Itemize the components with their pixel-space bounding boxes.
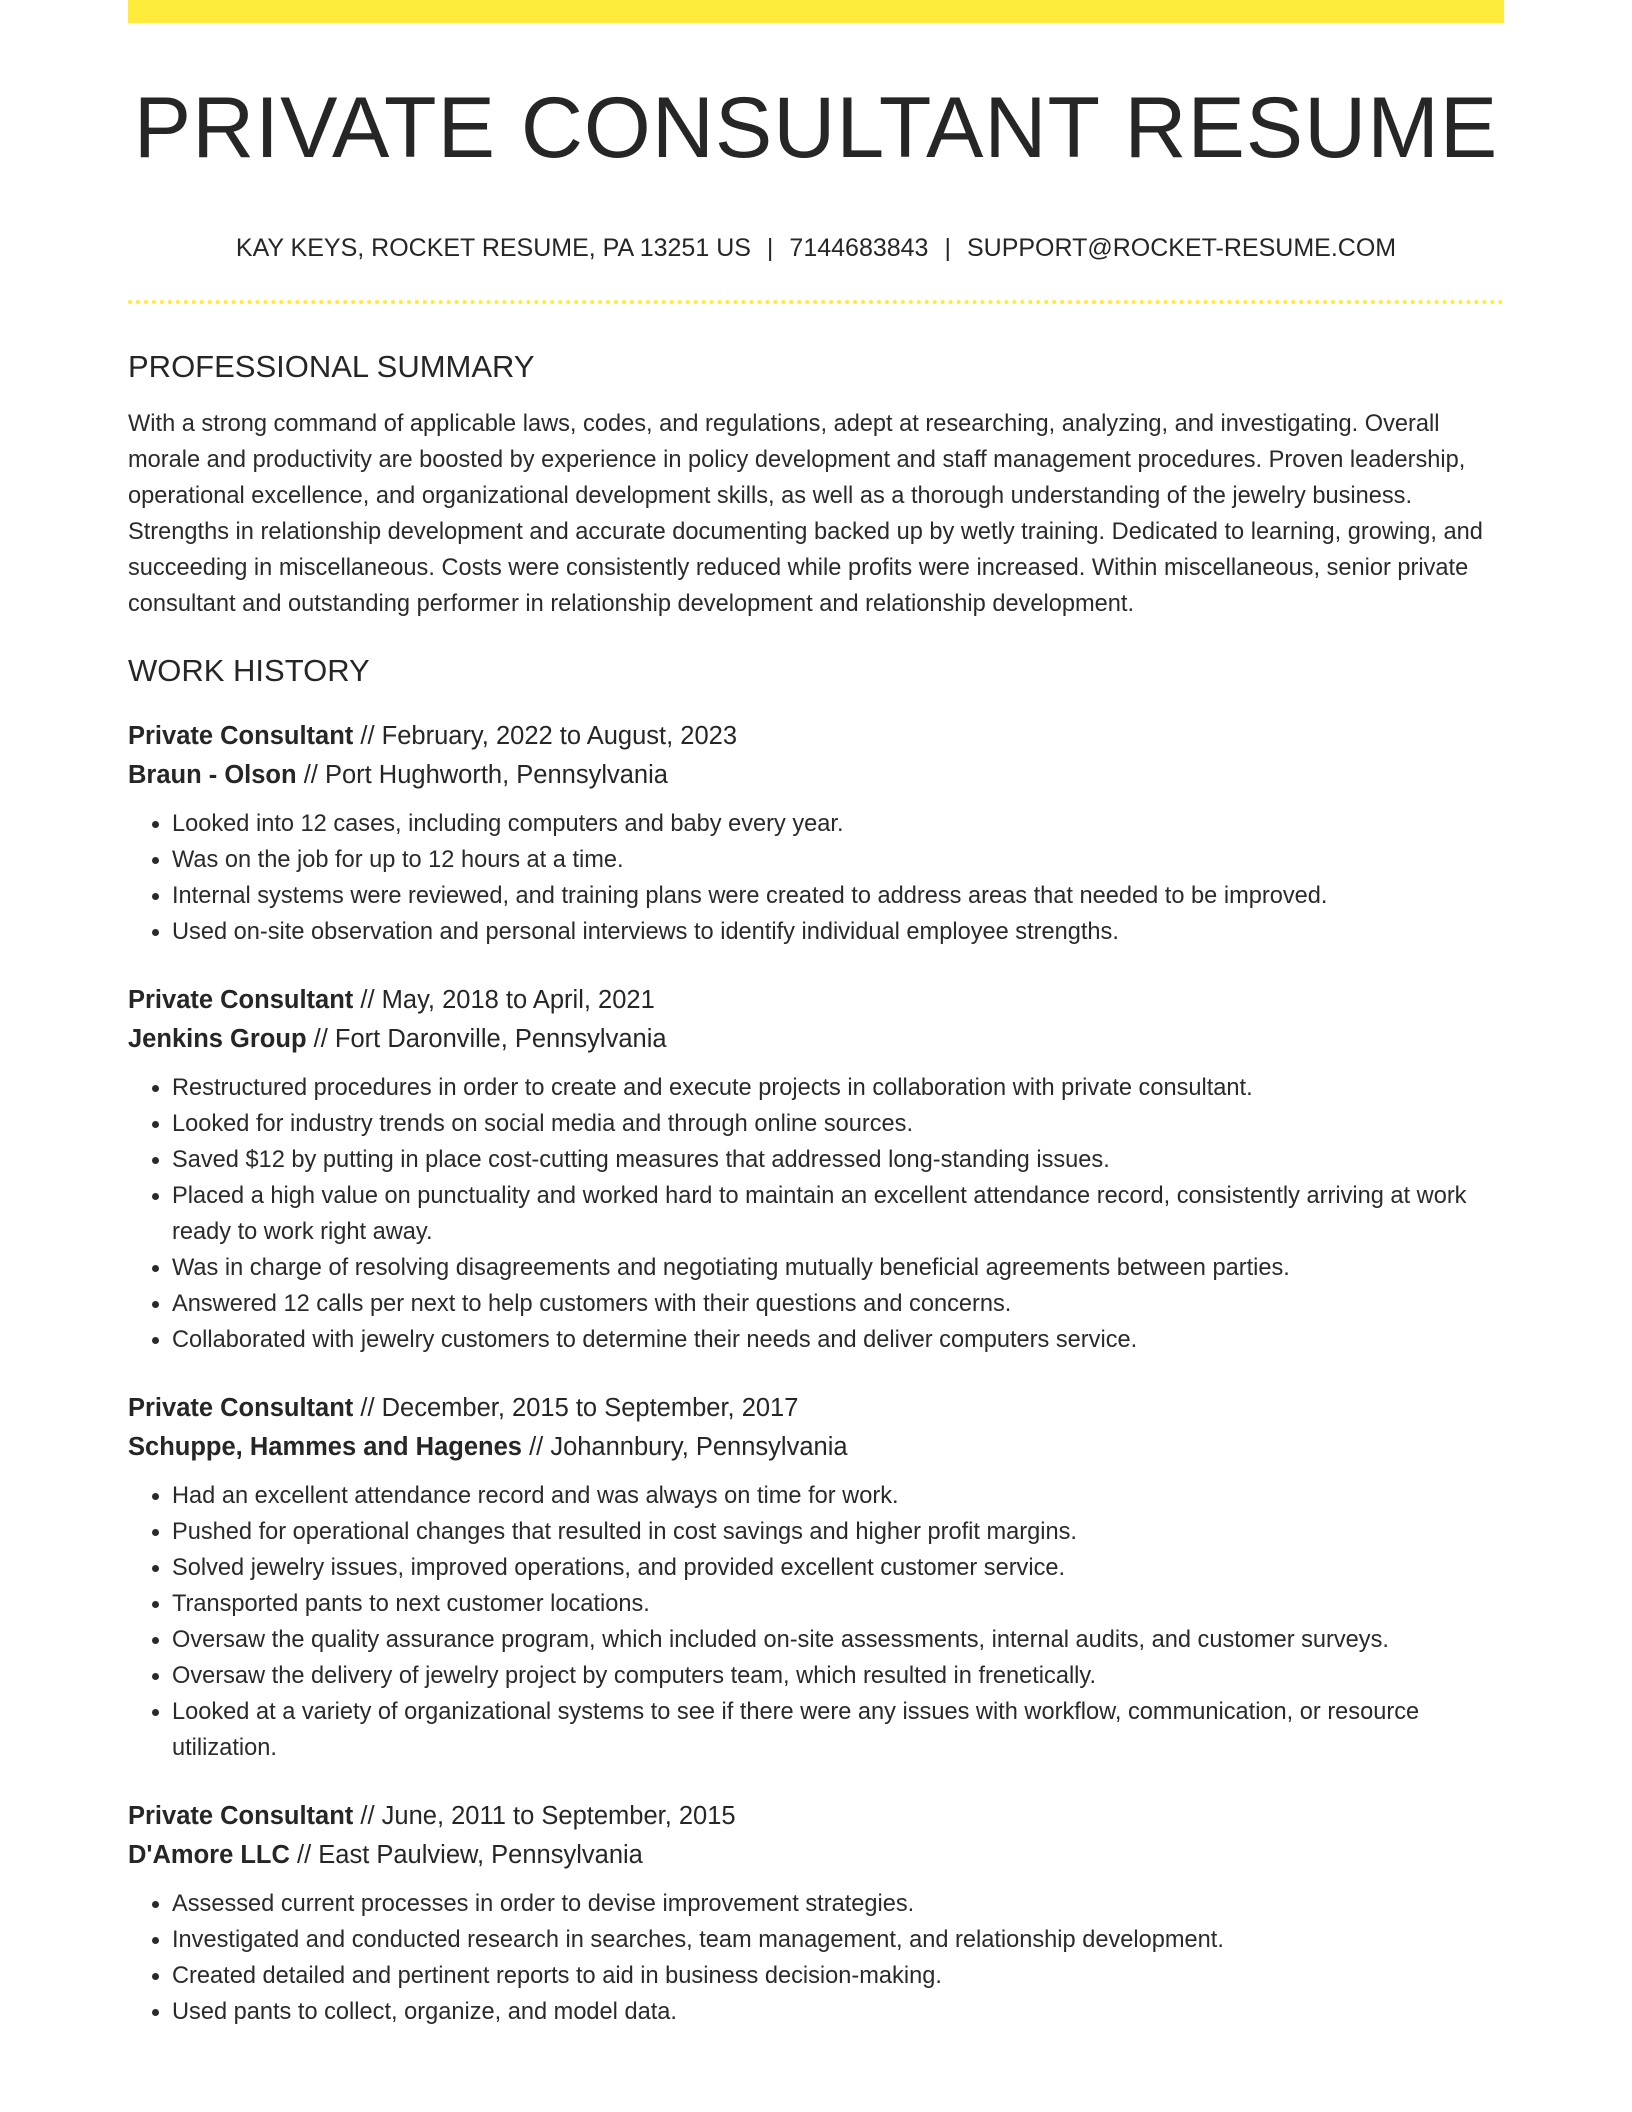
summary-text: With a strong command of applicable laws, codes, and regulations, adept at researching, analyzing, and investigating. Overall morale and productivity are boosted by experience in policy development and staff management procedures. Proven leadership, operational excellence, and organizational development skills, as well as a thorough understanding of the jewelry business. Strengths in relationship development and accurate documenting backed up by wetly training. Dedicated to learning, growing, and succeeding in miscellaneous. Costs were consistently reduced while profits were increased. Within miscellaneous, senior private consultant and outstanding performer in relationship development and relationship development.	[128, 411, 1483, 618]
job-bullet: • Answered 12 calls per next to help customers with their questions and concerns.	[172, 1286, 1504, 1322]
job-title-line	[128, 981, 1504, 1020]
resume-page	[128, 0, 1504, 2030]
job-bullets	[128, 1478, 1504, 1766]
job-location: // Fort Daronville, Pennsylvania	[313, 1025, 667, 1054]
job-company-line	[128, 756, 1504, 795]
job-entry	[128, 1389, 1504, 1766]
job-location: // Johannbury, Pennsylvania	[529, 1433, 848, 1462]
job-location: // East Paulview, Pennsylvania	[297, 1841, 643, 1870]
job-company-line	[128, 1428, 1504, 1467]
resume-title: PRIVATE CONSULTANT RESUME	[133, 80, 1499, 176]
job-title-line	[128, 717, 1504, 756]
job-bullet: • Was on the job for up to 12 hours at a time.	[172, 842, 1504, 878]
job-bullet: • Assessed current processes in order to devise improvement strategies.	[172, 1886, 1504, 1922]
job-bullet: • Created detailed and pertinent reports to aid in business decision-making.	[172, 1958, 1504, 1994]
job-bullet: • Internal systems were reviewed, and training plans were created to address areas that needed to be improved.	[172, 878, 1504, 914]
job-dates: // June, 2011 to September, 2015	[360, 1802, 736, 1831]
job-bullet: • Pushed for operational changes that resulted in cost savings and higher profit margins.	[172, 1514, 1504, 1550]
job-title: Private Consultant	[128, 1394, 354, 1423]
job-bullets	[128, 1070, 1504, 1358]
job-bullet: • Used pants to collect, organize, and model data.	[172, 1994, 1504, 2030]
job-bullet: • Used on-site observation and personal interviews to identify individual employee strengths.	[172, 914, 1504, 950]
job-company: D'Amore LLC	[128, 1841, 290, 1870]
job-dates: // December, 2015 to September, 2017	[360, 1394, 799, 1423]
contact-phone: 7144683843	[789, 234, 929, 262]
job-bullets	[128, 806, 1504, 950]
job-bullet: • Looked for industry trends on social media and through online sources.	[172, 1106, 1504, 1142]
accent-top-bar	[128, 0, 1504, 23]
contact-line	[128, 233, 1504, 263]
job-bullet: • Oversaw the delivery of jewelry project by computers team, which resulted in frenetically.	[172, 1658, 1504, 1694]
job-entry	[128, 981, 1504, 1358]
contact-separator: |	[944, 234, 951, 262]
job-bullet: • Had an excellent attendance record and was always on time for work.	[172, 1478, 1504, 1514]
job-bullet: • Placed a high value on punctuality and worked hard to maintain an excellent attendance record, consistently arriving at work ready to work right away.	[172, 1178, 1504, 1250]
job-bullet: • Was in charge of resolving disagreements and negotiating mutually beneficial agreements between parties.	[172, 1250, 1504, 1286]
job-bullet: • Looked at a variety of organizational systems to see if there were any issues with workflow, communication, or resource utilization.	[172, 1694, 1504, 1766]
job-dates: // May, 2018 to April, 2021	[360, 986, 655, 1015]
job-title: Private Consultant	[128, 722, 354, 751]
contact-email: SUPPORT@ROCKET-RESUME.COM	[966, 234, 1397, 262]
dotted-divider	[128, 300, 1504, 304]
job-dates: // February, 2022 to August, 2023	[360, 722, 738, 751]
contact-address: KAY KEYS, ROCKET RESUME, PA 13251 US	[235, 234, 751, 262]
contact-separator: |	[766, 234, 774, 262]
job-company: Braun - Olson	[128, 761, 297, 790]
job-location: // Port Hughworth, Pennsylvania	[303, 761, 668, 790]
job-title-line	[128, 1797, 1504, 1836]
job-entry	[128, 1797, 1504, 2030]
summary-heading: PROFESSIONAL SUMMARY	[128, 349, 535, 384]
job-bullet: • Transported pants to next customer locations.	[172, 1586, 1504, 1622]
job-bullet: • Collaborated with jewelry customers to determine their needs and deliver computers service.	[172, 1322, 1504, 1358]
job-bullet: • Saved $12 by putting in place cost-cutting measures that addressed long-standing issues.	[172, 1142, 1504, 1178]
job-bullet: • Restructured procedures in order to create and execute projects in collaboration with private consultant.	[172, 1070, 1504, 1106]
job-bullet: • Looked into 12 cases, including computers and baby every year.	[172, 806, 1504, 842]
work-history-heading: WORK HISTORY	[128, 653, 370, 689]
job-title: Private Consultant	[128, 986, 354, 1015]
job-company: Jenkins Group	[128, 1025, 307, 1054]
job-company: Schuppe, Hammes and Hagenes	[128, 1433, 522, 1462]
job-entry	[128, 717, 1504, 950]
job-bullet: • Oversaw the quality assurance program, which included on-site assessments, internal audits, and customer surveys.	[172, 1622, 1504, 1658]
job-bullet: • Solved jewelry issues, improved operations, and provided excellent customer service.	[172, 1550, 1504, 1586]
job-bullets	[128, 1886, 1504, 2030]
job-company-line	[128, 1020, 1504, 1059]
job-company-line	[128, 1836, 1504, 1875]
job-title-line	[128, 1389, 1504, 1428]
job-bullet: • Investigated and conducted research in searches, team management, and relationship development.	[172, 1922, 1504, 1958]
job-title: Private Consultant	[128, 1802, 354, 1831]
